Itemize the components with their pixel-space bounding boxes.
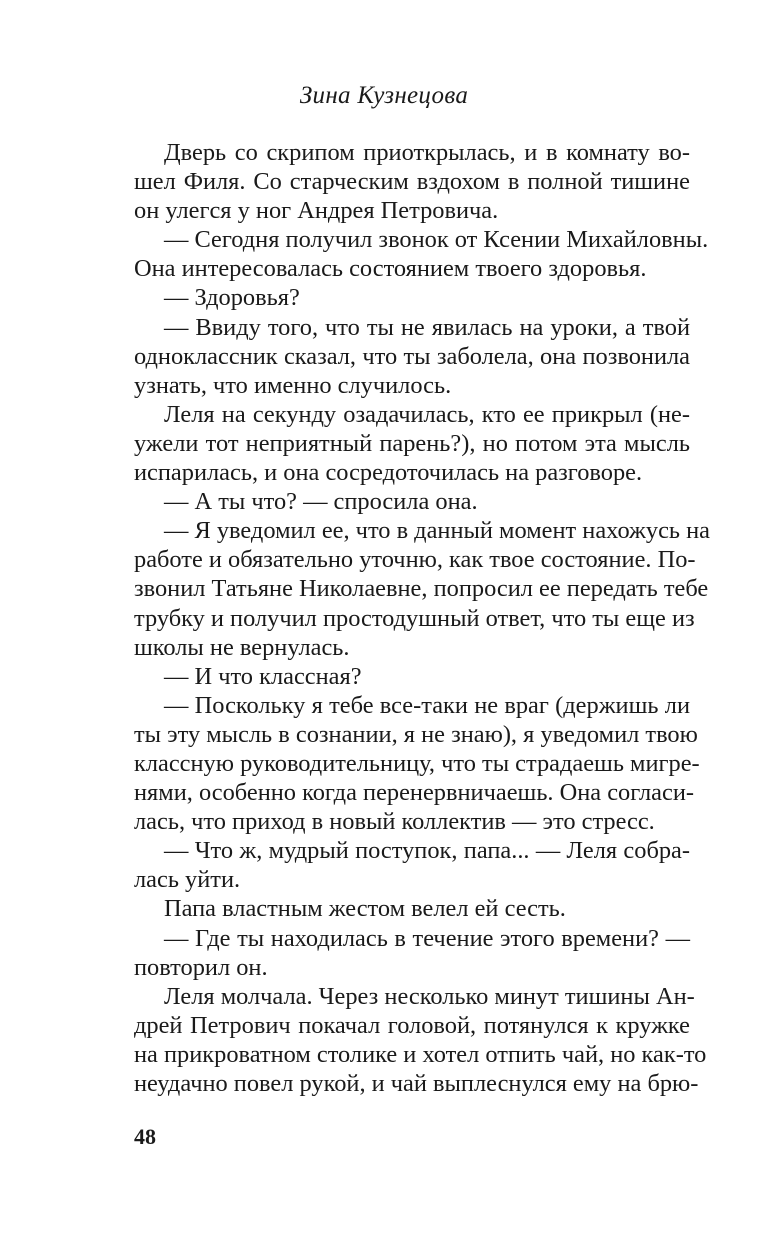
text-line: трубку и получил простодушный ответ, что ты еще из xyxy=(134,604,695,632)
text-line: он улегся у ног Андрея Петровича. xyxy=(134,197,499,225)
text-line: Леля молчала. Через несколько минут тишины Ан- xyxy=(164,982,695,1010)
text-line: одноклассник сказал, что ты заболела, она позвонила xyxy=(134,342,690,370)
running-header-author: Зина Кузнецова xyxy=(299,82,469,109)
text-line: лась уйти. xyxy=(134,866,241,894)
text-line: дрей Петрович покачал головой, потянулся к кружке xyxy=(134,1011,690,1039)
text-line: ужели тот неприятный парень?), но потом эта мысль xyxy=(134,429,690,457)
text-line: — А ты что? — спросила она. xyxy=(164,488,478,516)
text-line: узнать, что именно случилось. xyxy=(134,371,452,399)
text-line: шел Филя. Со старческим вздохом в полной тишине xyxy=(134,168,690,196)
page-number: 48 xyxy=(134,1124,156,1149)
text-line: повторил он. xyxy=(134,953,268,981)
text-line: Дверь со скрипом приоткрылась, и в комнату во- xyxy=(164,139,690,166)
text-line: неудачно повел рукой, и чай выплеснулся ему на брю- xyxy=(134,1070,699,1097)
text-line: на прикроватном столике и хотел отпить чай, но как-то xyxy=(134,1040,707,1068)
text-line: ты эту мысль в сознании, я не знаю), я уведомил твою xyxy=(134,720,698,748)
text-line: звонил Татьяне Николаевне, попросил ее передать тебе xyxy=(134,575,709,603)
text-line: — Сегодня получил звонок от Ксении Михайловны. xyxy=(164,226,709,254)
text-line: испарилась, и она сосредоточилась на разговоре. xyxy=(134,459,643,487)
text-line: Леля на секунду озадачилась, кто ее прикрыл (не- xyxy=(164,400,690,428)
text-line: классную руководительницу, что ты страдаешь мигре- xyxy=(134,749,700,777)
text-line: нями, особенно когда перенервничаешь. Она согласи- xyxy=(134,779,695,807)
text-line: — И что классная? xyxy=(164,662,362,690)
text-line: — Здоровья? xyxy=(164,284,300,312)
text-line: Папа властным жестом велел ей сесть. xyxy=(164,895,566,923)
body-text xyxy=(134,138,711,1098)
text-line: — Где ты находилась в течение этого времени? — xyxy=(164,924,690,952)
text-line: лась, что приход в новый коллектив — это стресс. xyxy=(134,808,655,836)
text-line: — Я уведомил ее, что в данный момент нахожусь на xyxy=(164,517,711,545)
text-line: — Ввиду того, что ты не явилась на уроки, а твой xyxy=(164,313,690,341)
text-line: работе и обязательно уточню, как твое состояние. По- xyxy=(134,546,696,574)
text-line: — Поскольку я тебе все-таки не враг (держишь ли xyxy=(164,691,690,719)
text-line: — Что ж, мудрый поступок, папа... — Леля собра- xyxy=(164,837,690,865)
text-line: Она интересовалась состоянием твоего здоровья. xyxy=(134,255,647,283)
text-line: школы не вернулась. xyxy=(134,633,350,661)
